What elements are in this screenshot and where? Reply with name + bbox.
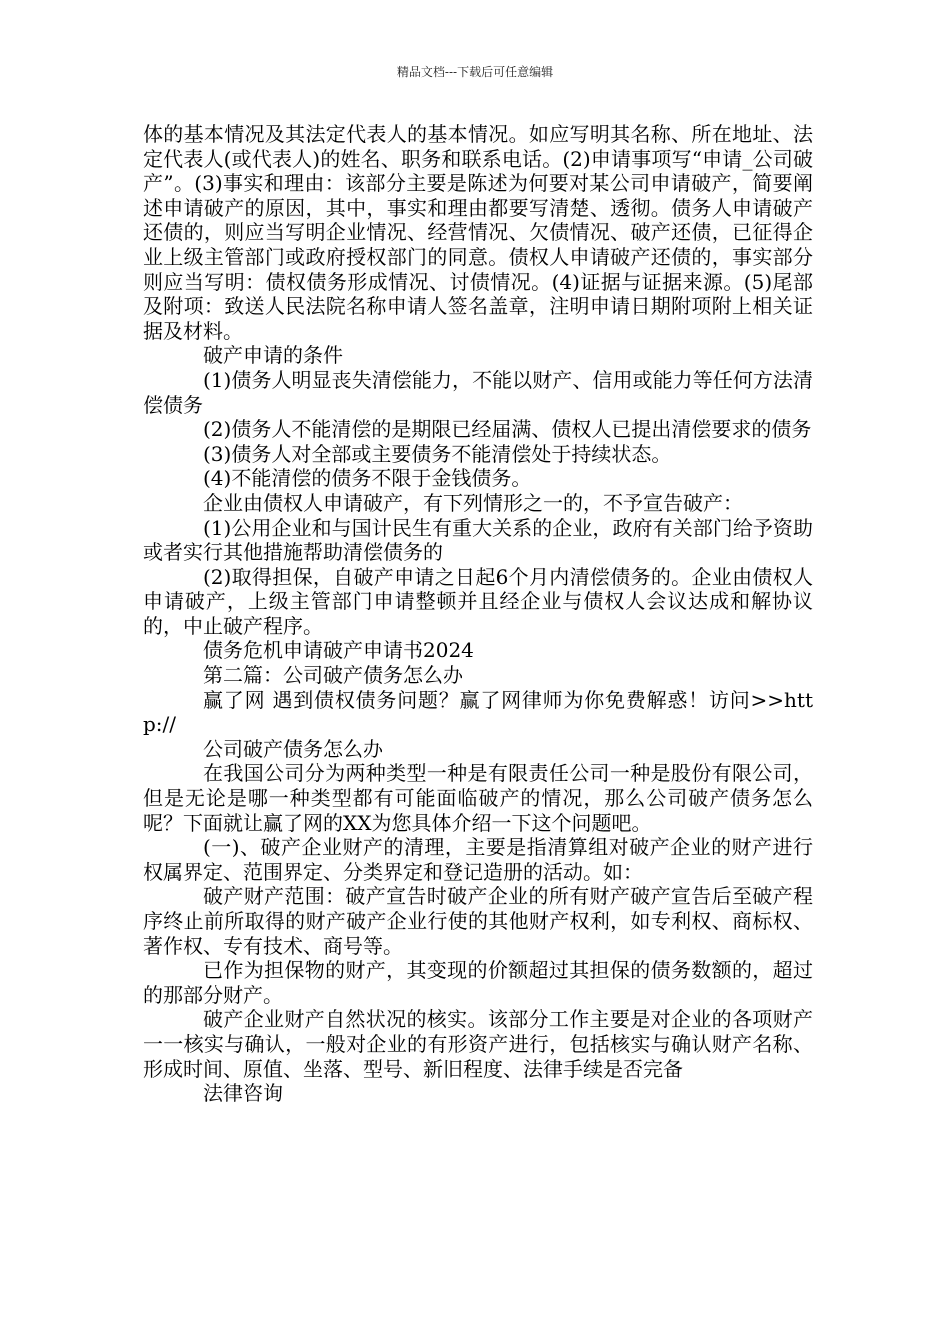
paragraph-asset-clearing: (一)、破产企业财产的清理，主要是指清算组对破产企业的财产进行权属界定、范围界定、分类界定和登记造册的活动。如： [143, 835, 813, 884]
condition-item-4: (4)不能清偿的债务不限于金钱债务。 [203, 466, 532, 491]
document-body [143, 122, 813, 1106]
promo-line: 赢了网 遇到债权债务问题？赢了网律师为你免费解惑！访问>>http:// [143, 687, 813, 737]
document-title-line: 债务危机申请破产申请书2024 [203, 638, 474, 663]
paragraph-no-declaration-intro: 企业由债权人申请破产，有下列情形之一的，不予宣告破产： [203, 490, 743, 515]
condition-item-1: (1)债务人明显丧失清偿能力，不能以财产、信用或能力等任何方法清偿债务 [143, 367, 813, 417]
subheading-company-debt: 公司破产债务怎么办 [203, 736, 383, 761]
footer-legal-consult: 法律咨询 [203, 1081, 283, 1106]
section-heading-part-two: 第二篇：公司破产债务怎么办 [203, 663, 463, 688]
paragraph-application-content: 体的基本情况及其法定代表人的基本情况。如应写明其名称、所在地址、法定代表人(或代表人)的姓名、职务和联系电话。(2)申请事项写“申请_公司破产”。(3)事实和理由：该部分主要是陈述为何要对某公司申请破产，简要阐述申请破产的原因，其中，事实和理由都要写清楚、透彻。债务人申请破产还债的，则应当写明企业情况、经营情况、欠债情况、破产还债，已征得企业上级主管部门或政府授权部门的同意。债权人申请破产还债的，事实部分则应当写明：债权债务形成情况、讨债情况。(4)证据与证据来源。(5)尾部及附项：致送人民法院名称申请人签名盖章，注明申请日期附项附上相关证据及材料。 [143, 122, 813, 343]
paragraph-collateral: 已作为担保物的财产，其变现的价额超过其担保的债务数额的，超过的那部分财产。 [143, 958, 813, 1007]
exception-item-1: (1)公用企业和与国计民生有重大关系的企业，政府有关部门给予资助或者实行其他措施帮助清偿债务的 [143, 515, 813, 565]
paragraph-asset-scope: 破产财产范围：破产宣告时破产企业的所有财产破产宣告后至破产程序终止前所取得的财产破产企业行使的其他财产权利，如专利权、商标权、著作权、专有技术、商号等。 [143, 884, 813, 958]
heading-bankruptcy-conditions: 破产申请的条件 [203, 343, 343, 368]
page-header: 精品文档---下载后可任意编辑 [396, 65, 554, 79]
exception-item-2: (2)取得担保，自破产申请之日起6个月内清偿债务的。企业由债权人申请破产，上级主管部门申请整顿并且经企业与债权人会议达成和解协议的，中止破产程序。 [143, 564, 813, 638]
paragraph-intro-company-types: 在我国公司分为两种类型一种是有限责任公司一种是股份有限公司，但是无论是哪一种类型都有可能面临破产的情况，那么公司破产债务怎么呢？下面就让赢了网的XX为您具体介绍一下这个问题吧。 [143, 761, 813, 835]
paragraph-asset-verification: 破产企业财产自然状况的核实。该部分工作主要是对企业的各项财产一一核实与确认，一般对企业的有形资产进行，包括核实与确认财产名称、形成时间、原值、坐落、型号、新旧程度、法律手续是否完备 [143, 1007, 813, 1081]
condition-item-2: (2)债务人不能清偿的是期限已经届满、债权人已提出清偿要求的债务 [203, 417, 812, 442]
condition-item-3: (3)债务人对全部或主要债务不能清偿处于持续状态。 [203, 441, 672, 466]
